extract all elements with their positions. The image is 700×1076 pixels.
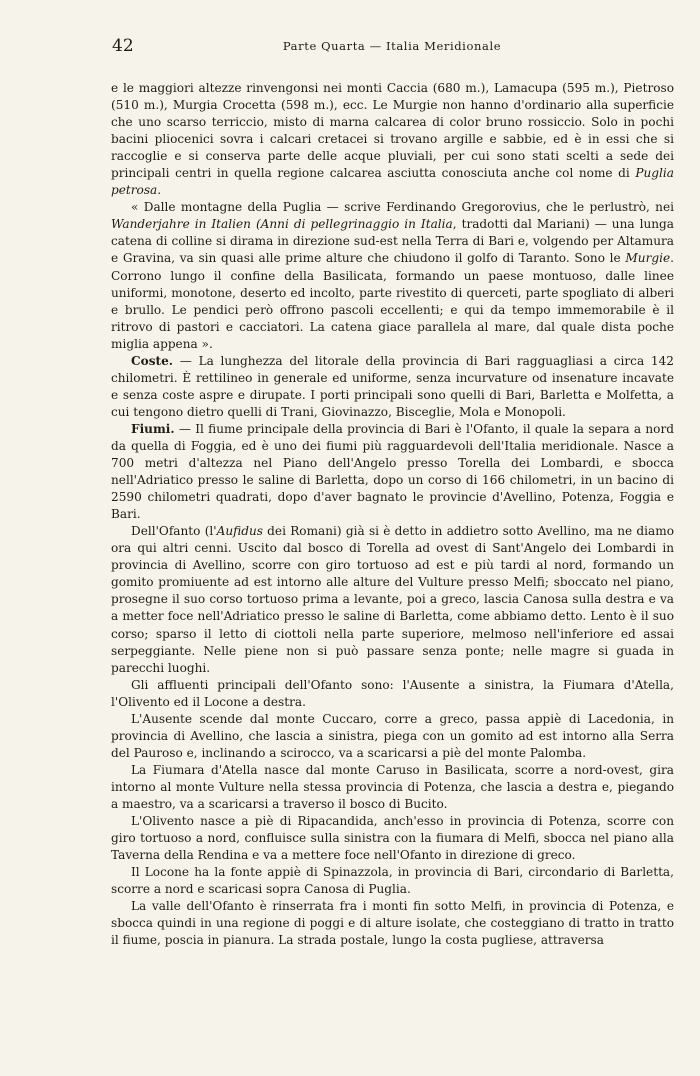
paragraph-gregorovius-quote: « Dalle montagne della Puglia — scrive Ferdinando Gregorovius, che le perlustrò, nei Wanderjahre in Italien (Anni di pellegrinaggio in Italia, tradotti dal Mariani) — una lunga catena di colline si dirama in direzione sud-est nella Terra di Bari e, volgendo per Altamura e Gravina, va sin quasi alle prime alture che chiudono il golfo di Taranto. Sono le Murgie. Corrono lungo il confine della Basilicata, formando un paese montuoso, dalle linee uniformi, monotone, deserto ed incolto, parte rivestito di querceti, parte spogliato di alberi e brullo. Le pendici però offrono pascoli eccellenti; e qui da tempo immemorabile è il ritrovo di pastori e cacciatori. La catena giace parallela al mare, dal quale dista poche miglia appena ». [111,200,674,351]
paragraph-murgie-altitudes: e le maggiori altezze rinvengonsi nei monti Caccia (680 m.), Lamacupa (595 m.), Pietroso (510 m.), Murgia Crocetta (598 m.), ecc. Le Murgie non hanno d'ordinario alla superficie che uno scarso terriccio, misto di marna calcarea di color bruno rossiccio. Solo in pochi bacini pliocenici sovra i calcari cretacei si trovano argille e sabbie, ed è in essi che si raccoglie e si conserva parte delle acque pluviali, per cui sono stati scelti a sede dei principali centri in quella regione calcarea asciutta conosciuta anche col nome di Puglia petrosa. [111,81,674,198]
page-header [112,36,672,56]
section-lead-fiumi: Fiumi. [131,421,175,436]
page-number: 42 [112,36,134,56]
paragraph-coste: Coste. — La lunghezza del litorale della provincia di Bari ragguagliasi a circa 142 chilometri. È rettilineo in generale ed uniforme, senza incurvature od insenature incavate e senza coste aspre e dirupate. I porti principali sono quelli di Bari, Barletta e Molfetta, a cui tengono dietro quelli di Trani, Giovinazzo, Bisceglie, Mola e Monopoli. [111,353,674,419]
paragraph-fiumara-atella: La Fiumara d'Atella nasce dal monte Caruso in Basilicata, scorre a nord-ovest, gira intorno al monte Vulture nella stessa provincia di Potenza, che lascia a destra e, piegando a maestro, va a scaricarsi a traverso il bosco di Bucito. [111,762,674,811]
paragraph-ofanto: Dell'Ofanto (l'Aufidus dei Romani) già si è detto in addietro sotto Avellino, ma ne diamo ora qui altri cenni. Uscito dal bosco di Torella ad ovest di Sant'Angelo dei Lombardi in provincia di Avellino, scorre con giro tortuoso ad est e più tardi al nord, formando un gomito promiuente ad est intorno alle alture del Vulture presso Melfi; sboccato nel piano, prosegne il suo corso tortuoso prima a levante, poi a greco, lascia Canosa sulla destra e va a metter foce nell'Adriatico presso le saline di Barletta, come abbiamo detto. Lento è il suo corso; sparso il letto di ciottoli nella parte superiore, melmoso nell'inferiore ed assai serpeggiante. Nelle piene non si può passare senza ponte; nelle magre si guada in parecchi luoghi. [111,524,674,675]
paragraph-valle-ofanto: La valle dell'Ofanto è rinserrata fra i monti fin sotto Melfi, in provincia di Potenza, e sbocca quindi in una regione di poggi e di alture isolate, che costeggiano di tratto in tratto il fiume, poscia in pianura. La strada postale, lungo la costa pugliese, attraversa [111,899,674,948]
paragraph-fiumi: Fiumi. — Il fiume principale della provincia di Bari è l'Ofanto, il quale la separa a nord da quella di Foggia, ed è uno dei fiumi più ragguardevoli dell'Italia meridionale. Nasce a 700 metri d'altezza nel Piano dell'Angelo presso Torella dei Lombardi, e sbocca nell'Adriatico presso le saline di Barletta, dopo un corso di 166 chilometri, in un bacino di 2590 chilometri quadrati, dopo d'aver bagnato le provincie d'Avellino, Potenza, Foggia e Bari. [111,421,674,522]
section-lead-coste: Coste. [131,353,173,368]
paragraph-locone: Il Locone ha la fonte appiè di Spinazzola, in provincia di Bari, circondario di Barletta, scorre a nord e scaricasi sopra Canosa di Puglia. [111,865,674,897]
body-text [111,80,674,949]
paragraph-olivento: L'Olivento nasce a piè di Ripacandida, anch'esso in provincia di Potenza, scorre con giro tortuoso a nord, confluisce sulla sinistra con la fiumara di Melfi, sbocca nel piano alla Taverna della Rendina e va a mettere foce nell'Ofanto in direzione di greco. [111,814,674,863]
paragraph-ausente: L'Ausente scende dal monte Cuccaro, corre a greco, passa appiè di Lacedonia, in provincia di Avellino, che lascia a sinistra, piega con un gomito ad est intorno alla Serra del Pauroso e, inclinando a scirocco, va a scaricarsi a piè del monte Palomba. [111,711,674,760]
paragraph-affluenti: Gli affluenti principali dell'Ofanto sono: l'Ausente a sinistra, la Fiumara d'Atella, l'Olivento ed il Locone a destra. [111,677,674,709]
running-head: Parte Quarta — Italia Meridionale [282,39,502,53]
